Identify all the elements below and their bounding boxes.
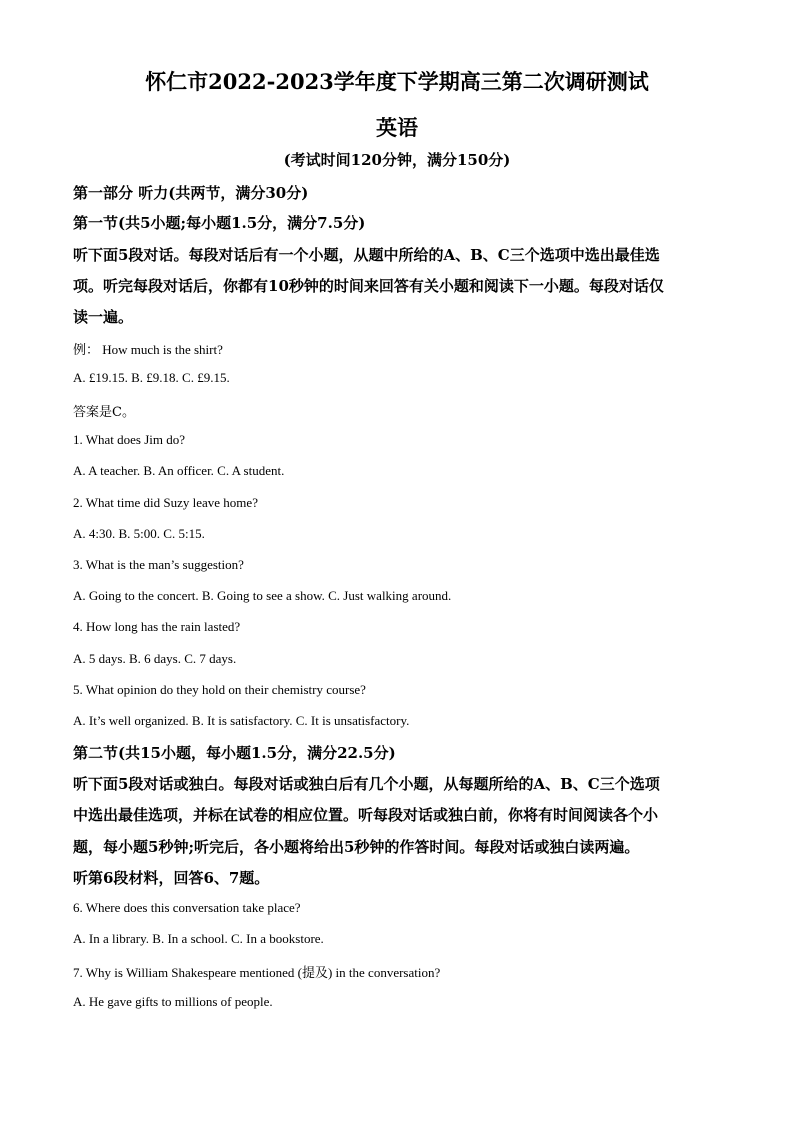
question-1: 1. What does Jim do? bbox=[73, 432, 186, 447]
section2-instructions-line-1: 听下面5段对话或独白。每段对话或独白后有几个小题，从每题所给的A、B、C三个选项 bbox=[73, 775, 660, 793]
example-question: 例： How much is the shirt? bbox=[73, 342, 223, 357]
section1-instructions-line-3: 读一遍。 bbox=[73, 308, 134, 326]
section1-title: 第一节(共5小题;每小题1.5分，满分7.5分) bbox=[73, 214, 366, 232]
question-5-options: A. It’s well organized. B. It is satisfactory. C. It is unsatisfactory. bbox=[73, 713, 410, 728]
exam-title: 怀仁市2022-2023学年度下学期高三第二次调研测试 bbox=[145, 69, 649, 94]
section1-instructions-line-1: 听下面5段对话。每段对话后有一个小题，从题中所给的A、B、C三个选项中选出最佳选 bbox=[73, 246, 660, 264]
question-3: 3. What is the man’s suggestion? bbox=[73, 557, 244, 572]
question-4: 4. How long has the rain lasted? bbox=[73, 619, 241, 634]
question-6: 6. Where does this conversation take place? bbox=[73, 900, 301, 915]
question-6-options: A. In a library. B. In a school. C. In a bookstore. bbox=[73, 931, 324, 946]
section2-instructions-line-3: 题，每小题5秒钟;听完后，各小题将给出5秒钟的作答时间。每段对话或独白读两遍。 bbox=[73, 838, 640, 856]
section1-instructions-line-2: 项。听完每段对话后，你都有10秒钟的时间来回答有关小题和阅读下一小题。每段对话仅 bbox=[73, 277, 664, 295]
question-2: 2. What time did Suzy leave home? bbox=[73, 495, 258, 510]
question-4-options: A. 5 days. B. 6 days. C. 7 days. bbox=[73, 651, 237, 666]
part1-title: 第一部分 听力(共两节，满分30分) bbox=[73, 184, 309, 202]
question-5: 5. What opinion do they hold on their chemistry course? bbox=[73, 682, 366, 697]
section2-title: 第二节(共15小题，每小题1.5分，满分22.5分) bbox=[73, 744, 396, 762]
material-note: 听第6段材料，回答6、7题。 bbox=[73, 869, 270, 887]
exam-info: (考试时间120分钟，满分150分) bbox=[283, 151, 511, 169]
question-7: 7. Why is William Shakespeare mentioned (提及) in the conversation? bbox=[73, 965, 441, 980]
example-options: A. £19.15. B. £9.18. C. £9.15. bbox=[73, 370, 230, 385]
question-1-options: A. A teacher. B. An officer. C. A student. bbox=[73, 463, 285, 478]
question-7-options: A. He gave gifts to millions of people. bbox=[73, 994, 273, 1009]
question-3-options: A. Going to the concert. B. Going to see a show. C. Just walking around. bbox=[73, 588, 452, 603]
subject-title: 英语 bbox=[376, 115, 418, 140]
section2-instructions-line-2: 中选出最佳选项，并标在试卷的相应位置。听每段对话或独白前，你将有时间阅读各个小 bbox=[73, 806, 659, 824]
question-2-options: A. 4:30. B. 5:00. C. 5:15. bbox=[73, 526, 205, 541]
example-answer: 答案是C。 bbox=[73, 405, 135, 420]
